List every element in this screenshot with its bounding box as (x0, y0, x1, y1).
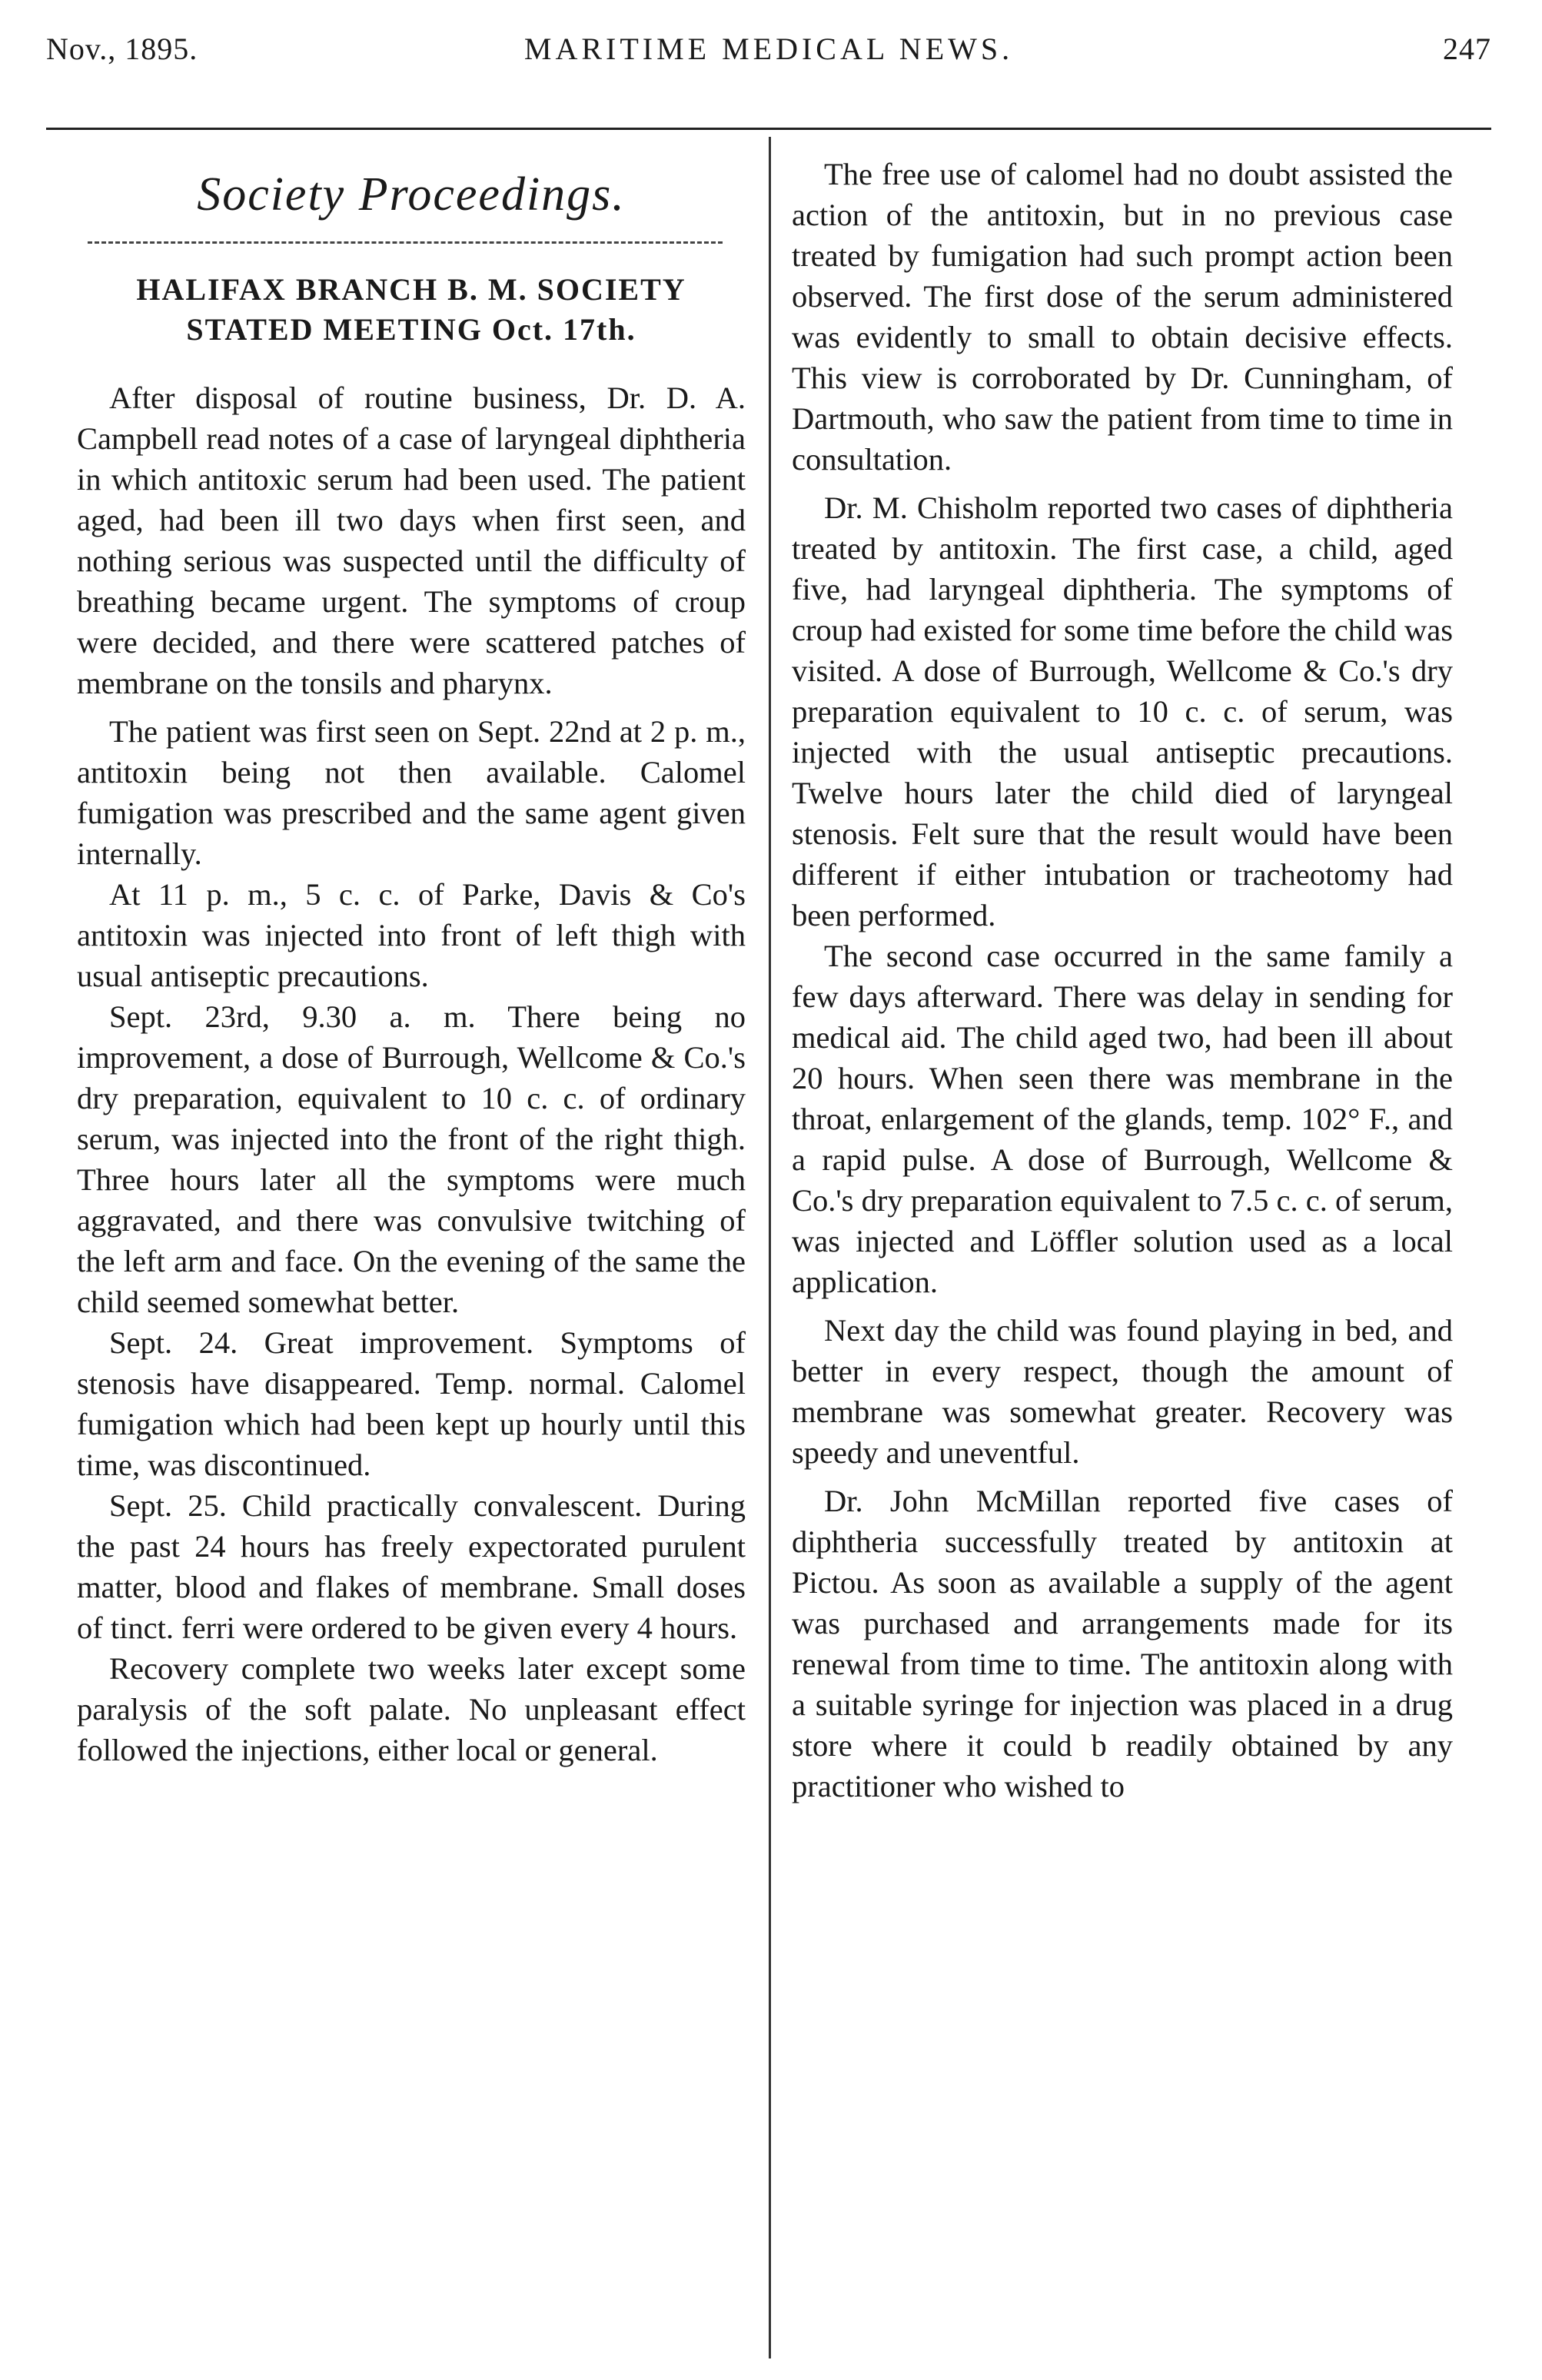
header-rule (46, 128, 1491, 130)
paragraph: Sept. 23rd, 9.30 a. m. There being no improvement, a dose of Burrough, Wellcome & Co.'s dry preparation, equivalent to 10 c. c. of ordinary serum, was injected into the front of the right thigh. Three hours later all the symptoms were much aggravated, and there was convulsive twitching of the left arm and face. On the evening of the same the child seemed somewhat better. (77, 999, 746, 1319)
paragraph: The free use of calomel had no doubt assisted the action of the antitoxin, but in no previous case treated by fumigation had such prompt action been observed. The first dose of the serum administered was evidently to small to obtain decisive effects. This view is corroborated by Dr. Cunningham, of Dartmouth, who saw the patient from time to time in consultation. (792, 157, 1453, 477)
issue-date: Nov., 1895. (46, 32, 198, 66)
paragraph: Sept. 25. Child practically convalescent. During the past 24 hours has freely expectorated purulent matter, blood and flakes of membrane. Small doses of tinct. ferri were ordered to be given every 4 hours. (77, 1488, 746, 1645)
title-rule (88, 241, 723, 244)
meeting-heading-line1: HALIFAX BRANCH B. M. SOCIETY (136, 272, 686, 307)
page-number: 247 (1443, 32, 1491, 66)
paragraph: The patient was first seen on Sept. 22nd at 2 p. m., antitoxin being not then available. Calomel fumigation was prescribed and the same agent given internally. (77, 714, 746, 871)
meeting-heading-line2: STATED MEETING Oct. 17th. (186, 312, 636, 347)
section-title: Society Proceedings. (197, 168, 626, 221)
paragraph: Next day the child was found playing in bed, and better in every respect, though the amount of membrane was somewhat greater. Recovery was speedy and uneventful. (792, 1313, 1453, 1470)
paragraph: The second case occurred in the same family a few days afterward. There was delay in sending for medical aid. The child aged two, had been ill about 20 hours. When seen there was membrane in the throat, enlargement of the glands, temp. 102° F., and a rapid pulse. A dose of Burrough, Wellcome & Co.'s dry preparation equivalent to 7.5 c. c. of serum, was injected and Löffler solution used as a local application. (792, 939, 1453, 1299)
paragraph: At 11 p. m., 5 c. c. of Parke, Davis & Co's antitoxin was injected into front of left thigh with usual antiseptic precautions. (77, 877, 746, 993)
left-column (77, 154, 746, 1770)
paragraph: Sept. 24. Great improvement. Symptoms of stenosis have disappeared. Temp. normal. Calomel fumigation which had been kept up hourly until this time, was discontinued. (77, 1325, 746, 1482)
paragraph: Recovery complete two weeks later except some paralysis of the soft palate. No unpleasant effect followed the injections, either local or general. (77, 1651, 746, 1767)
running-head (46, 31, 1491, 85)
meeting-heading (77, 270, 746, 350)
paragraph: After disposal of routine business, Dr. D. A. Campbell read notes of a case of laryngeal diphtheria in which antitoxic serum had been used. The patient aged, had been ill two days when first seen, and nothing serious was suspected until the difficulty of breathing became urgent. The symptoms of croup were decided, and there were scattered patches of membrane on the tonsils and pharynx. (77, 381, 746, 700)
paragraph: Dr. M. Chisholm reported two cases of diphtheria treated by antitoxin. The first case, a child, aged five, had laryngeal diphtheria. The symptoms of croup had existed for some time before the child was visited. A dose of Burrough, Wellcome & Co.'s dry preparation equivalent to 10 c. c. of serum, was injected with the usual antiseptic precautions. Twelve hours later the child died of laryngeal stenosis. Felt sure that the result would have been different if either intubation or tracheotomy had been performed. (792, 490, 1453, 932)
column-divider (769, 137, 771, 2358)
paragraph: Dr. John McMillan reported five cases of diphtheria successfully treated by antitoxin at Pictou. As soon as available a supply of the agent was purchased and arrangements made for its renewal from time to time. The antitoxin along with a suitable syringe for injection was placed in a drug store where it could b readily obtained by any practitioner who wished to (792, 1484, 1453, 1803)
journal-title: MARITIME MEDICAL NEWS. (523, 32, 1014, 66)
right-column (792, 154, 1453, 1807)
